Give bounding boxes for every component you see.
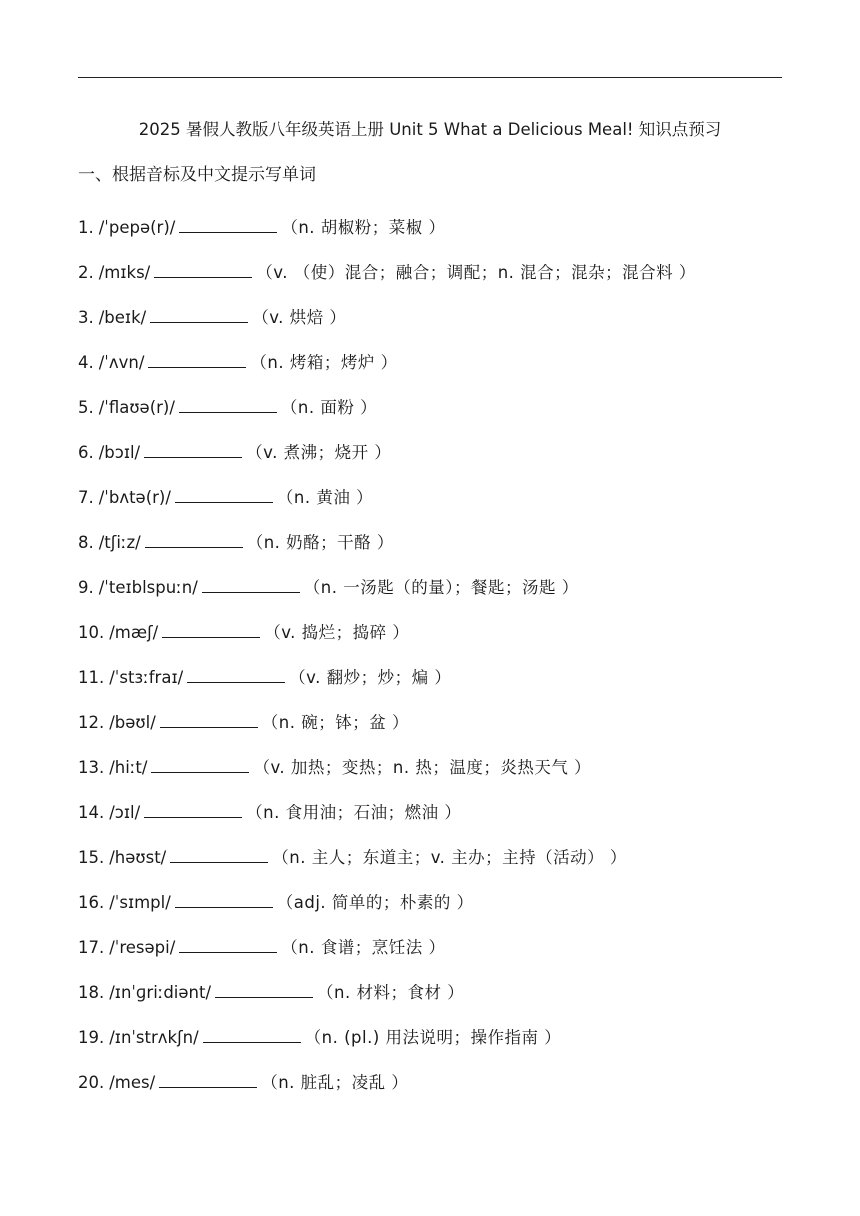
answer-blank[interactable]: [179, 395, 277, 413]
list-item: [78, 385, 798, 430]
list-item: [78, 1015, 798, 1060]
list-item: [78, 250, 798, 295]
item-meaning: （n. 奶酪；干酪 ）: [246, 532, 394, 552]
item-number: 4.: [78, 352, 94, 372]
item-meaning: （v. （使）混合；融合；调配；n. 混合；混杂；混合料 ）: [256, 262, 696, 282]
item-meaning: （v. 翻炒；炒；煸 ）: [289, 667, 452, 687]
item-number: 20.: [78, 1072, 105, 1092]
list-item: [78, 1060, 798, 1105]
item-phonetic: /ˈstɜːfraɪ/: [109, 667, 184, 687]
item-phonetic: /ɪnˈstrʌkʃn/: [109, 1027, 199, 1047]
answer-blank[interactable]: [175, 890, 273, 908]
list-item: [78, 655, 798, 700]
answer-blank[interactable]: [151, 755, 249, 773]
list-item: [78, 295, 798, 340]
item-number: 7.: [78, 487, 94, 507]
list-item: [78, 790, 798, 835]
item-number: 12.: [78, 712, 105, 732]
answer-blank[interactable]: [215, 980, 313, 998]
item-number: 2.: [78, 262, 94, 282]
item-meaning: （v. 捣烂；捣碎 ）: [264, 622, 410, 642]
item-meaning: （n. 碗；钵；盆 ）: [261, 712, 409, 732]
item-number: 1.: [78, 217, 94, 237]
answer-blank[interactable]: [179, 215, 277, 233]
answer-blank[interactable]: [150, 305, 248, 323]
answer-blank[interactable]: [203, 1025, 301, 1043]
vocabulary-list: [78, 205, 798, 1105]
list-item: [78, 880, 798, 925]
item-phonetic: /həʊst/: [109, 847, 167, 867]
item-number: 13.: [78, 757, 105, 777]
item-number: 9.: [78, 577, 94, 597]
answer-blank[interactable]: [144, 800, 242, 818]
item-phonetic: /mes/: [109, 1072, 156, 1092]
answer-blank[interactable]: [187, 665, 285, 683]
item-phonetic: /ˈpepə(r)/: [98, 217, 176, 237]
answer-blank[interactable]: [202, 575, 300, 593]
item-phonetic: /ˈbʌtə(r)/: [98, 487, 171, 507]
item-meaning: （adj. 简单的；朴素的 ）: [276, 892, 474, 912]
item-number: 6.: [78, 442, 94, 462]
answer-blank[interactable]: [175, 485, 273, 503]
item-number: 10.: [78, 622, 105, 642]
list-item: [78, 520, 798, 565]
item-phonetic: /mɪks/: [98, 262, 151, 282]
list-item: [78, 610, 798, 655]
item-number: 16.: [78, 892, 105, 912]
item-phonetic: /ˈteɪblspuːn/: [98, 577, 198, 597]
item-meaning: （n. (pl.) 用法说明；操作指南 ）: [304, 1027, 562, 1047]
item-meaning: （n. 黄油 ）: [276, 487, 374, 507]
item-phonetic: /beɪk/: [98, 307, 147, 327]
item-phonetic: /ˈsɪmpl/: [109, 892, 171, 912]
item-number: 18.: [78, 982, 105, 1002]
answer-blank[interactable]: [160, 710, 258, 728]
item-meaning: （v. 烘焙 ）: [252, 307, 347, 327]
item-phonetic: /ˈʌvn/: [98, 352, 145, 372]
answer-blank[interactable]: [154, 260, 252, 278]
list-item: [78, 970, 798, 1015]
list-item: [78, 565, 798, 610]
item-phonetic: /bɔɪl/: [98, 442, 141, 462]
item-number: 19.: [78, 1027, 105, 1047]
item-meaning: （n. 主人；东道主；v. 主办；主持（活动） ）: [272, 847, 627, 867]
list-item: [78, 205, 798, 250]
answer-blank[interactable]: [159, 1070, 257, 1088]
answer-blank[interactable]: [148, 350, 246, 368]
answer-blank[interactable]: [170, 845, 268, 863]
header-rule: [78, 77, 782, 78]
answer-blank[interactable]: [162, 620, 260, 638]
list-item: [78, 340, 798, 385]
item-number: 17.: [78, 937, 105, 957]
item-phonetic: /ˈresəpi/: [109, 937, 176, 957]
item-phonetic: /mæʃ/: [109, 622, 159, 642]
item-number: 11.: [78, 667, 105, 687]
section-heading: 一、根据音标及中文提示写单词: [78, 165, 316, 185]
item-meaning: （n. 材料；食材 ）: [317, 982, 465, 1002]
item-phonetic: /tʃiːz/: [98, 532, 141, 552]
item-number: 14.: [78, 802, 105, 822]
item-phonetic: /ɔɪl/: [109, 802, 141, 822]
document-title: 2025 暑假人教版八年级英语上册 Unit 5 What a Delicious Meal! 知识点预习: [138, 120, 722, 139]
item-meaning: （n. 食谱；烹饪法 ）: [281, 937, 446, 957]
list-item: [78, 430, 798, 475]
item-meaning: （n. 面粉 ）: [280, 397, 378, 417]
item-meaning: （v. 加热；变热；n. 热；温度；炎热天气 ）: [253, 757, 592, 777]
item-number: 15.: [78, 847, 105, 867]
item-meaning: （n. 一汤匙（的量）；餐匙；汤匙 ）: [303, 577, 579, 597]
list-item: [78, 745, 798, 790]
item-phonetic: /ˈflaʊə(r)/: [98, 397, 175, 417]
answer-blank[interactable]: [179, 935, 277, 953]
item-meaning: （v. 煮沸；烧开 ）: [246, 442, 392, 462]
item-number: 8.: [78, 532, 94, 552]
answer-blank[interactable]: [145, 530, 243, 548]
list-item: [78, 700, 798, 745]
item-phonetic: /bəʊl/: [109, 712, 156, 732]
item-meaning: （n. 食用油；石油；燃油 ）: [246, 802, 462, 822]
list-item: [78, 925, 798, 970]
item-number: 5.: [78, 397, 94, 417]
item-phonetic: /ɪnˈɡriːdiənt/: [109, 982, 212, 1002]
item-meaning: （n. 脏乱；凌乱 ）: [261, 1072, 409, 1092]
item-meaning: （n. 胡椒粉；菜椒 ）: [281, 217, 446, 237]
list-item: [78, 475, 798, 520]
item-meaning: （n. 烤箱；烤炉 ）: [250, 352, 398, 372]
list-item: [78, 835, 798, 880]
answer-blank[interactable]: [144, 440, 242, 458]
item-number: 3.: [78, 307, 94, 327]
item-phonetic: /hiːt/: [109, 757, 148, 777]
